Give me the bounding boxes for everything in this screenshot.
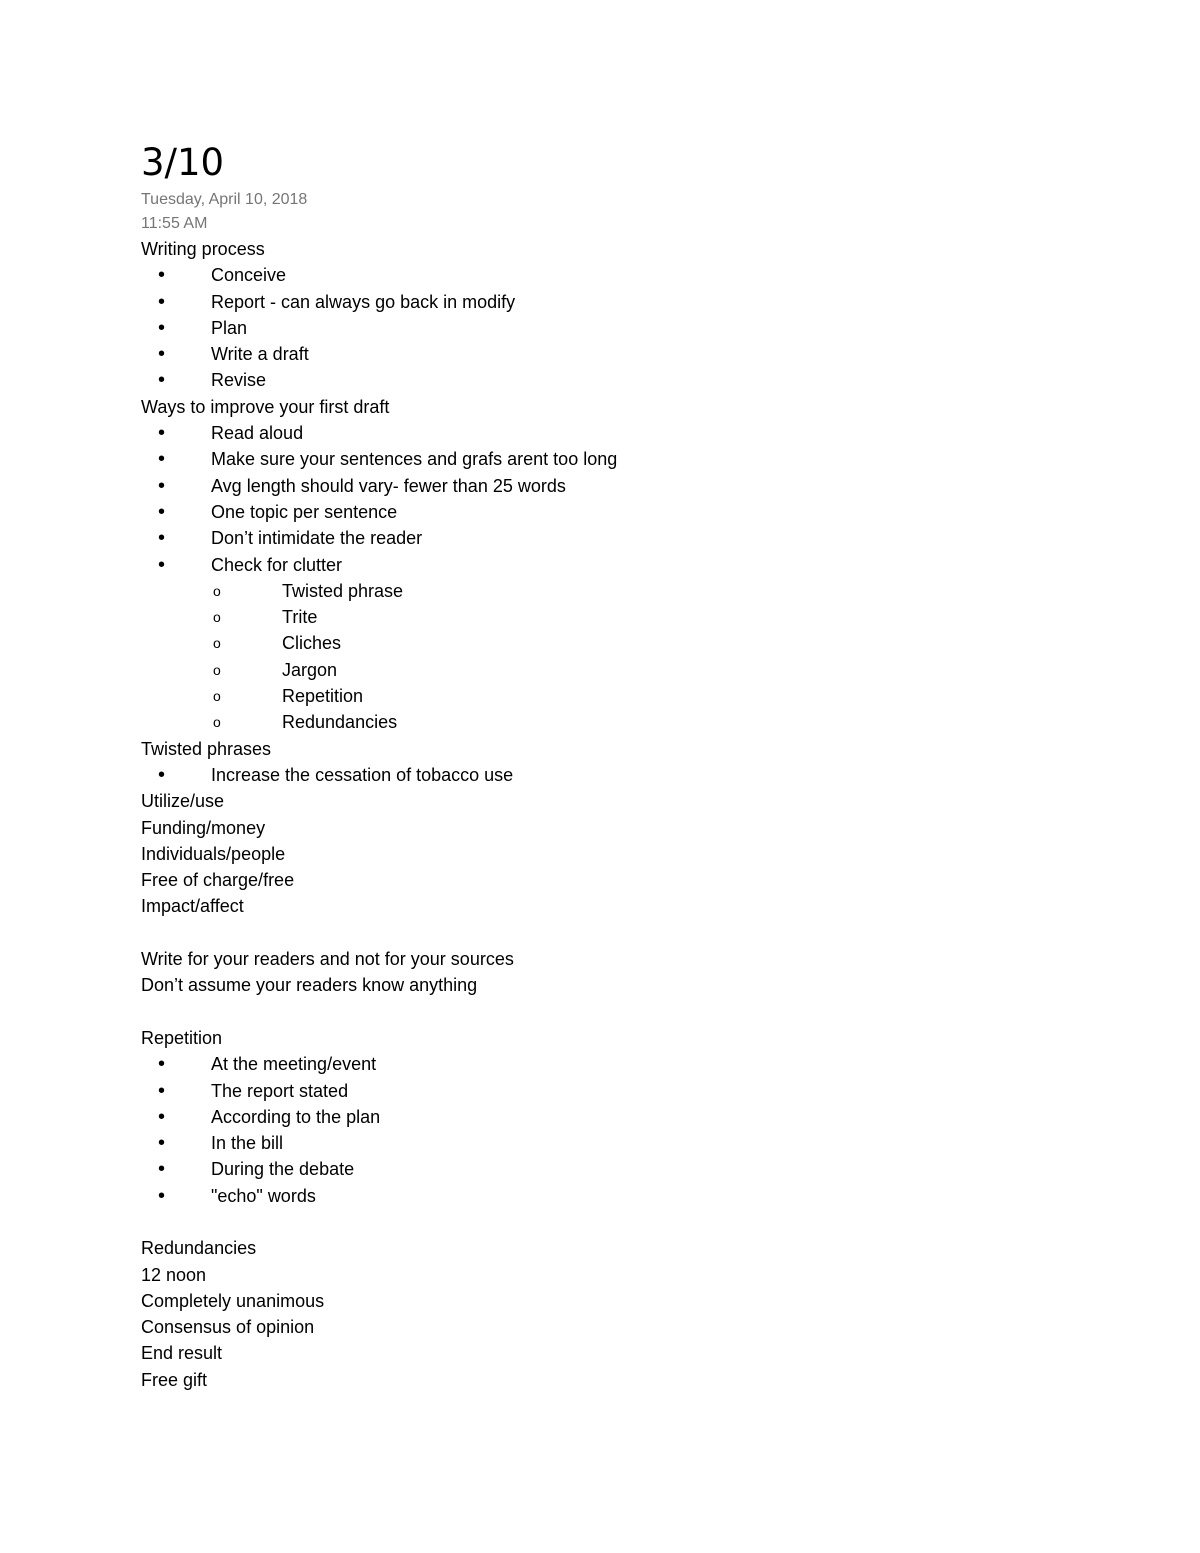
line-text: Write a draft	[211, 344, 309, 365]
bullet-circle-icon: o	[213, 609, 221, 626]
bullet-disc-icon: •	[158, 763, 166, 786]
list-item[interactable]	[141, 315, 1041, 341]
paragraph-line[interactable]	[141, 841, 1041, 867]
list-item[interactable]	[141, 446, 1041, 472]
bullet-circle-icon: o	[213, 582, 221, 599]
list-item[interactable]	[141, 1104, 1041, 1130]
line-text: Twisted phrases	[141, 738, 272, 759]
paragraph-line[interactable]	[141, 1235, 1041, 1261]
line-text: Trite	[282, 607, 318, 628]
line-text: One topic per sentence	[211, 501, 398, 522]
paragraph-line[interactable]	[141, 394, 1041, 420]
line-text: Don’t intimidate the reader	[211, 528, 423, 549]
paragraph-line[interactable]	[141, 867, 1041, 893]
bullet-disc-icon: •	[158, 1053, 166, 1076]
paragraph-line[interactable]	[141, 1340, 1041, 1366]
line-text: Redundancies	[282, 712, 398, 733]
bullet-disc-icon: •	[158, 290, 166, 313]
paragraph-line[interactable]	[141, 893, 1041, 919]
line-text: Writing process	[141, 239, 265, 259]
line-text: Utilize/use	[141, 791, 225, 812]
line-text: Repetition	[282, 686, 364, 707]
list-item[interactable]	[141, 657, 1041, 683]
bullet-disc-icon: •	[158, 1132, 166, 1155]
line-text: Funding/money	[141, 817, 266, 838]
line-text: Make sure your sentences and grafs arent too long	[211, 449, 618, 470]
bullet-disc-icon: •	[158, 1105, 166, 1128]
list-item[interactable]	[141, 262, 1041, 288]
line-text: Write for your readers and not for your sources	[141, 949, 514, 970]
line-text: Read aloud	[211, 423, 304, 444]
blank-line	[141, 999, 1041, 1025]
list-item[interactable]	[141, 367, 1041, 393]
bullet-disc-icon: •	[158, 369, 166, 392]
bullet-circle-icon: o	[213, 688, 221, 705]
list-item[interactable]	[141, 420, 1041, 446]
list-item[interactable]	[141, 341, 1041, 367]
line-text: Repetition	[141, 1027, 223, 1048]
list-item[interactable]	[141, 1130, 1041, 1156]
line-text: Don’t assume your readers know anything	[141, 975, 478, 996]
list-item[interactable]	[141, 683, 1041, 709]
list-item[interactable]	[141, 762, 1041, 788]
bullet-circle-icon: o	[213, 661, 221, 678]
bullet-disc-icon: •	[158, 1158, 166, 1181]
line-text: During the debate	[211, 1159, 355, 1180]
line-text: At the meeting/event	[211, 1054, 377, 1075]
paragraph-line[interactable]	[141, 1262, 1041, 1288]
line-text: Twisted phrase	[282, 580, 404, 601]
line-text: Impact/affect	[141, 896, 244, 917]
blank-line	[141, 1209, 1041, 1235]
paragraph-line[interactable]	[141, 236, 1041, 262]
line-text: Report - can always go back in modify	[211, 291, 516, 312]
paragraph-line[interactable]	[141, 736, 1041, 762]
list-item[interactable]	[141, 473, 1041, 499]
line-text: Consensus of opinion	[141, 1317, 315, 1338]
line-text: Ways to improve your first draft	[141, 396, 390, 417]
page-title[interactable]: 3/10	[141, 141, 225, 184]
paragraph-line[interactable]	[141, 1314, 1041, 1340]
line-text: Cliches	[282, 633, 342, 654]
paragraph-line[interactable]	[141, 1288, 1041, 1314]
paragraph-line[interactable]	[141, 788, 1041, 814]
list-item[interactable]	[141, 1156, 1041, 1182]
line-text: Individuals/people	[141, 843, 286, 864]
line-text: Revise	[211, 370, 267, 391]
list-item[interactable]	[141, 1051, 1041, 1077]
list-item[interactable]	[141, 709, 1041, 735]
bullet-disc-icon: •	[158, 316, 166, 339]
line-text: Jargon	[282, 659, 338, 680]
bullet-circle-icon: o	[213, 635, 221, 652]
paragraph-line[interactable]	[141, 1367, 1041, 1393]
list-item[interactable]	[141, 1183, 1041, 1209]
line-text: According to the plan	[211, 1106, 381, 1127]
bullet-disc-icon: •	[158, 422, 166, 445]
line-text: Check for clutter	[211, 554, 343, 575]
list-item[interactable]	[141, 630, 1041, 656]
bullet-disc-icon: •	[158, 474, 166, 497]
bullet-disc-icon: •	[158, 1079, 166, 1102]
line-text: End result	[141, 1343, 223, 1364]
line-text: Plan	[211, 317, 248, 338]
line-text: Redundancies	[141, 1238, 257, 1259]
note-body[interactable]	[141, 236, 1041, 1393]
line-text: 12 noon	[141, 1264, 207, 1285]
list-item[interactable]	[141, 578, 1041, 604]
paragraph-line[interactable]	[141, 972, 1041, 998]
list-item[interactable]	[141, 499, 1041, 525]
bullet-disc-icon: •	[158, 527, 166, 550]
list-item[interactable]	[141, 289, 1041, 315]
line-text: Free of charge/free	[141, 870, 295, 891]
blank-line	[141, 920, 1041, 946]
paragraph-line[interactable]	[141, 946, 1041, 972]
line-text: Increase the cessation of tobacco use	[211, 764, 514, 785]
bullet-disc-icon: •	[158, 500, 166, 523]
bullet-disc-icon: •	[158, 1184, 166, 1207]
line-text: Free gift	[141, 1369, 208, 1390]
bullet-disc-icon: •	[158, 448, 166, 471]
list-item[interactable]	[141, 604, 1041, 630]
note-date: Tuesday, April 10, 2018	[141, 191, 308, 208]
bullet-circle-icon: o	[213, 714, 221, 731]
list-item[interactable]	[141, 552, 1041, 578]
note-time: 11:55 AM	[141, 215, 208, 232]
paragraph-line[interactable]	[141, 1025, 1041, 1051]
bullet-disc-icon: •	[158, 553, 166, 576]
line-text: Conceive	[211, 265, 287, 286]
line-text: Completely unanimous	[141, 1290, 325, 1311]
bullet-disc-icon: •	[158, 264, 166, 287]
bullet-disc-icon: •	[158, 343, 166, 366]
list-item[interactable]	[141, 1078, 1041, 1104]
paragraph-line[interactable]	[141, 815, 1041, 841]
line-text: Avg length should vary- fewer than 25 words	[211, 475, 566, 496]
list-item[interactable]	[141, 525, 1041, 551]
line-text: "echo" words	[211, 1185, 316, 1206]
line-text: In the bill	[211, 1133, 284, 1154]
line-text: The report stated	[211, 1080, 349, 1101]
